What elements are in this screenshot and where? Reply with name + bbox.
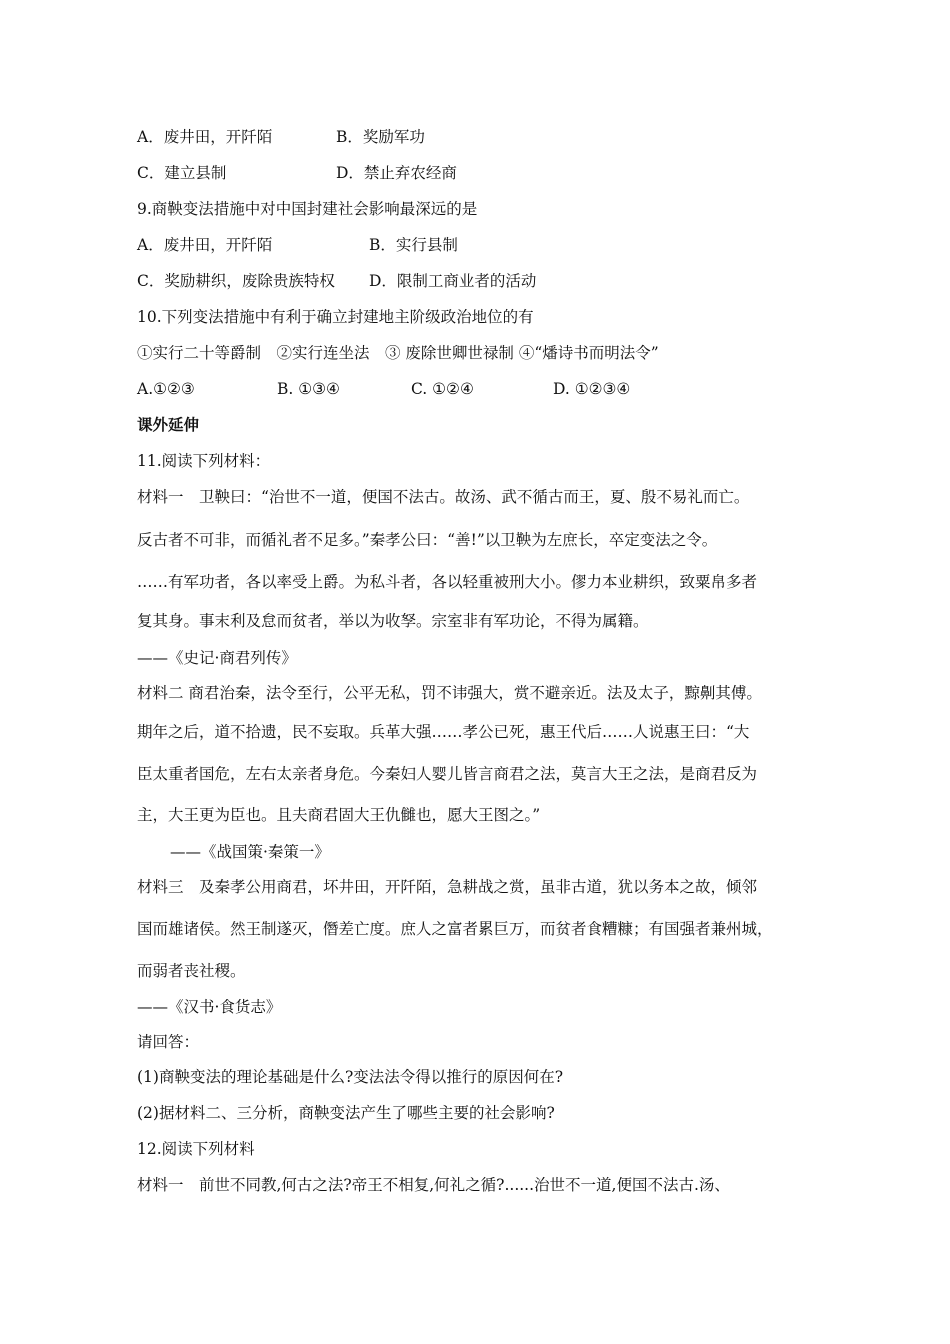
q8-option-c: C．建立县制: [137, 164, 227, 182]
q11-material3-line: 国而雄诸侯。然王制遂灭，僭差亡度。庶人之富者累巨万，而贫者食糟糠；有国强者兼州城，: [137, 920, 773, 938]
q11-stem: 11.阅读下列材料：: [137, 452, 271, 470]
q11-material2-line: 主，大王更为臣也。且夫商君固大王仇雠也，愿大王图之。”: [137, 806, 541, 824]
q11-material1-line: ……有军功者，各以率受上爵。为私斗者，各以轻重被刑大小。僇力本业耕织，致粟帛多者: [137, 573, 758, 591]
q11-material2-source: ——《战国策·秦策一》: [170, 843, 330, 861]
q11-sub-question-1: (1)商鞅变法的理论基础是什么?变法法令得以推行的原因何在?: [137, 1068, 564, 1086]
q9-option-a: A．废井田，开阡陌: [137, 236, 273, 254]
q8-option-d: D．禁止弃农经商: [336, 164, 457, 182]
section-title: 课外延伸: [137, 416, 200, 434]
q11-material2-line: 臣太重者国危，左右太亲者身危。今秦妇人婴儿皆言商君之法，莫言大王之法，是商君反为: [137, 765, 758, 783]
q9-option-d: D．限制工商业者的活动: [369, 272, 537, 290]
q10-option-a: A.①②③: [137, 380, 195, 398]
q11-material1-source: ——《史记·商君列传》: [137, 649, 297, 667]
q8-option-b: B．奖励军功: [336, 128, 425, 146]
q11-material3-line: 材料三 及秦孝公用商君，坏井田，开阡陌，急耕战之赏，虽非古道，犹以务本之故，倾邻: [137, 878, 758, 896]
q11-material3-line: 而弱者丧社稷。: [137, 962, 246, 980]
q8-option-a: A．废井田，开阡陌: [137, 128, 273, 146]
q11-material1-line: 材料一 卫鞅曰：“治世不一道，便国不法古。故汤、武不循古而王，夏、殷不易礼而亡。: [137, 488, 750, 506]
q12-material1-line: 材料一 前世不同教,何古之法?帝王不相复,何礼之循?......治世不一道,便国不法古.汤、: [137, 1176, 730, 1194]
q11-ask: 请回答：: [137, 1033, 200, 1051]
q10-option-d: D. ①②③④: [553, 380, 631, 398]
q11-material3-source: ——《汉书·食货志》: [137, 998, 282, 1016]
q11-material2-line: 期年之后，道不拾遗，民不妄取。兵革大强……孝公已死，惠王代后……人说惠王曰：“大: [137, 723, 750, 741]
q9-option-c: C．奖励耕织，废除贵族特权: [137, 272, 335, 290]
q9-option-b: B．实行县制: [369, 236, 458, 254]
q10-option-c: C. ①②④: [411, 380, 474, 398]
q9-stem: 9.商鞅变法措施中对中国封建社会影响最深远的是: [137, 200, 478, 218]
q11-sub-question-2: (2)据材料二、三分析，商鞅变法产生了哪些主要的社会影响?: [137, 1104, 555, 1122]
q11-material2-line: 材料二 商君治秦，法令至行，公平无私，罚不讳强大，赏不避亲近。法及太子，黥劓其傅。: [137, 684, 762, 702]
q11-material1-line: 复其身。事末利及怠而贫者，举以为收孥。宗室非有军功论，不得为属籍。: [137, 612, 649, 630]
q12-stem: 12.阅读下列材料: [137, 1140, 255, 1158]
q10-option-b: B. ①③④: [277, 380, 340, 398]
q10-stem: 10.下列变法措施中有利于确立封建地主阶级政治地位的有: [137, 308, 534, 326]
q10-items: ①实行二十等爵制 ②实行连坐法 ③ 废除世卿世禄制 ④“燔诗书而明法令”: [137, 344, 659, 362]
q11-material1-line: 反古者不可非，而循礼者不足多。”秦孝公曰：“善!”以卫鞅为左庶长，卒定变法之令。: [137, 531, 718, 549]
